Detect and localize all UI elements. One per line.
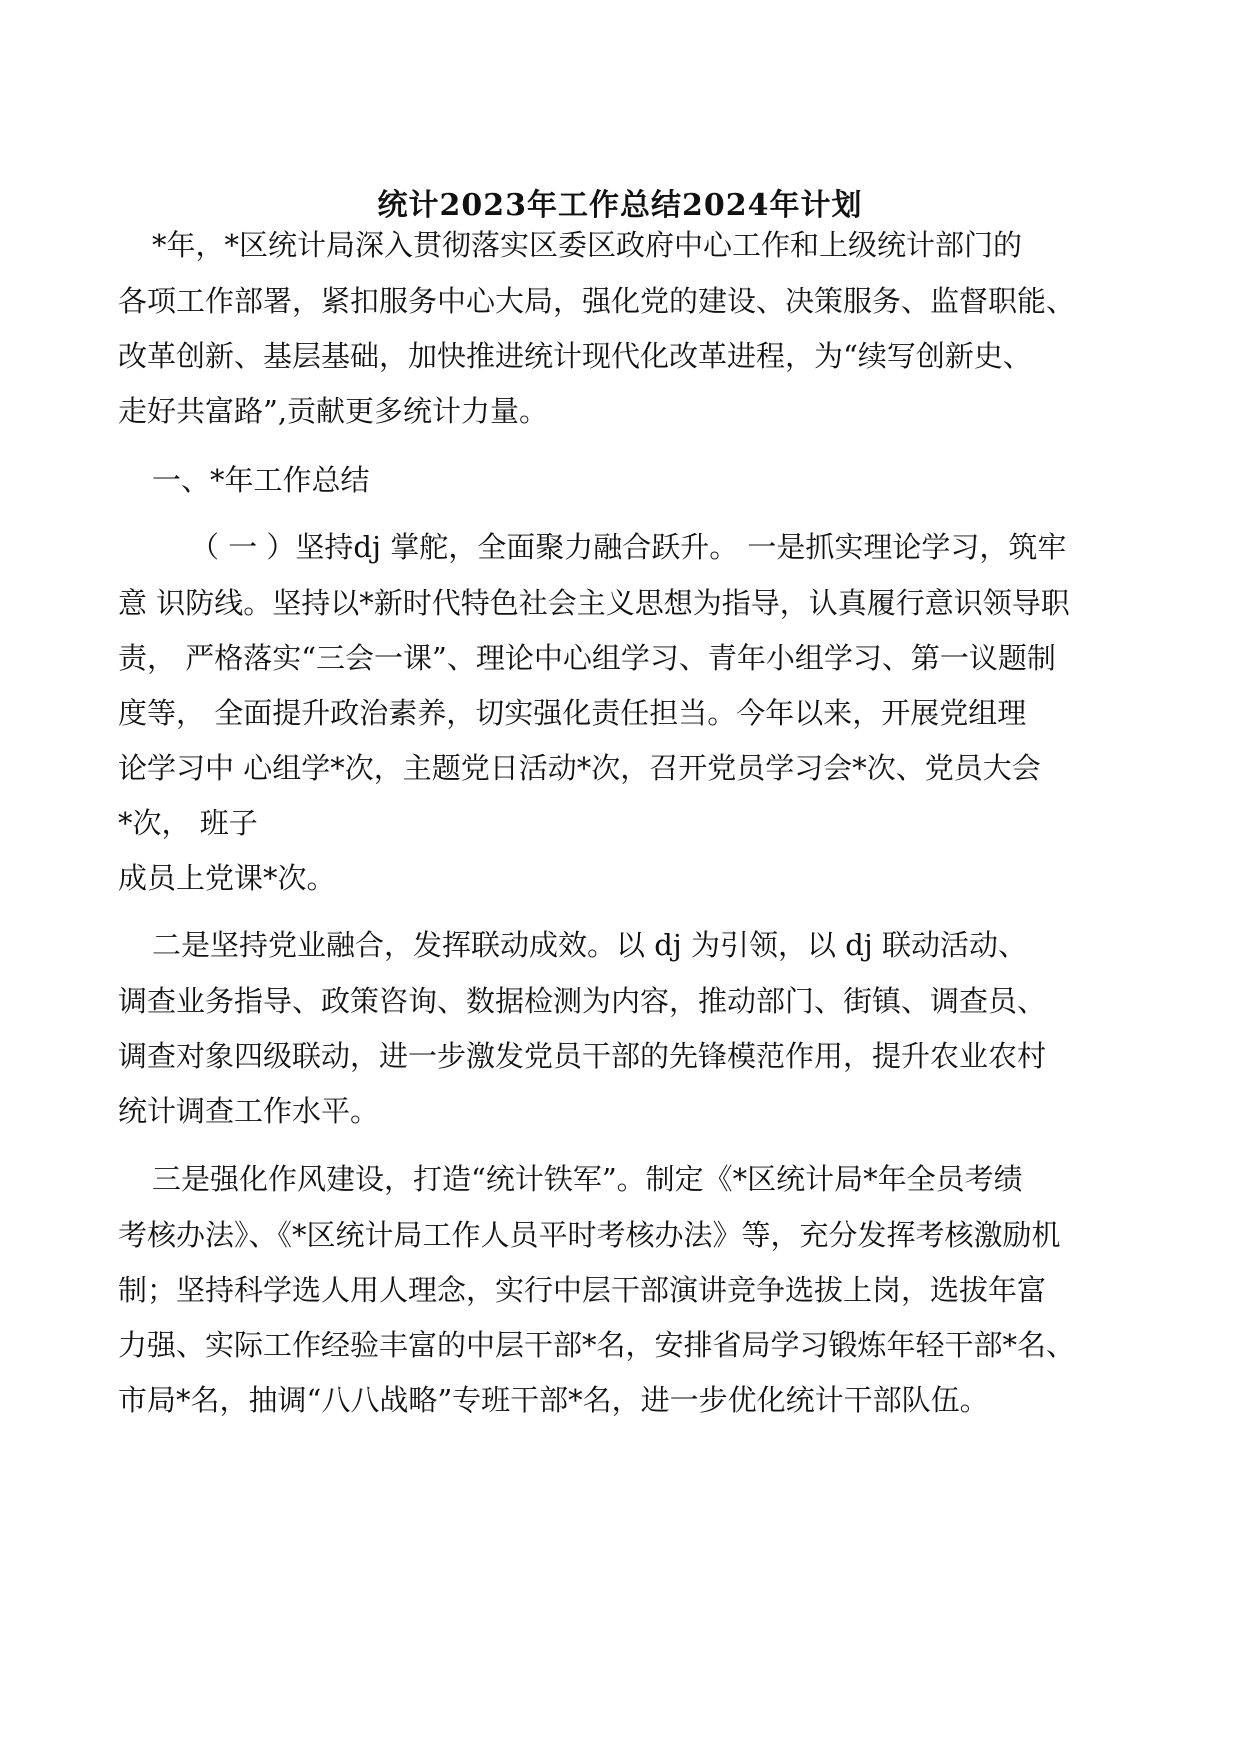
para1-line-3: 责， 严格落实“三会一课”、理论中心组学习、青年小组学习、第一议题制 [118, 641, 1056, 675]
para3-line-3: 制；坚持科学选人用人理念，实行中层干部演讲竞争选拔上岗，选拔年富 [118, 1273, 1047, 1307]
para3-line-4: 力强、实际工作经验丰富的中层干部*名，安排省局学习锻炼年轻干部*名、 [118, 1328, 1076, 1362]
para2-line-1: 二是坚持党业融合，发挥联动成效。以 dj 为引领，以 dj 联动活动、 [152, 928, 1027, 962]
para2-line-2: 调查业务指导、政策咨询、数据检测为内容，推动部门、街镇、调查员、 [118, 984, 1047, 1018]
para1-line-5: 论学习中 心组学*次，主题党日活动*次，召开党员学习会*次、党员大会 [118, 751, 1041, 785]
section-heading: 一、*年工作总结 [152, 463, 370, 497]
document-title: 统计2023年工作总结2024年计划 [377, 188, 863, 223]
para2-line-4: 统计调查工作水平。 [118, 1094, 380, 1128]
para1-line-2: 意 识防线。坚持以*新时代特色社会主义思想为指导，认真履行意识领导职 [118, 586, 1070, 620]
para3-line-1: 三是强化作风建设，打造“统计铁军”。制定《*区统计局*年全员考绩 [152, 1162, 1023, 1196]
para1-line-4: 度等， 全面提升政治素养，切实强化责任担当。今年以来，开展党组理 [118, 696, 1027, 730]
para1-line-6: *次， 班子 [118, 806, 258, 840]
intro-line-3: 改革创新、基层基础，加快推进统计现代化改革进程，为“续写创新史、 [118, 339, 1032, 373]
para1-line-1: （ 一 ）坚持dj 掌舵，全面聚力融合跃升。 一是抓实理论学习，筑牢 [190, 530, 1067, 564]
intro-line-2: 各项工作部署，紧扣服务中心大局，强化党的建设、决策服务、监督职能、 [118, 284, 1076, 318]
para1-line-7: 成员上党课*次。 [118, 861, 336, 895]
para2-line-3: 调查对象四级联动，进一步激发党员干部的先锋模范作用，提升农业农村 [118, 1039, 1047, 1073]
intro-line-4: 走好共富路”,贡献更多统计力量。 [118, 394, 549, 428]
para3-line-5: 市局*名，抽调“八八战略”专班干部*名，进一步优化统计干部队伍。 [118, 1383, 989, 1417]
intro-line-1: *年，*区统计局深入贯彻落实区委区政府中心工作和上级统计部门的 [152, 228, 1023, 262]
para3-line-2: 考核办法》、《*区统计局工作人员平时考核办法》等，充分发挥考核激励机 [118, 1218, 1061, 1252]
